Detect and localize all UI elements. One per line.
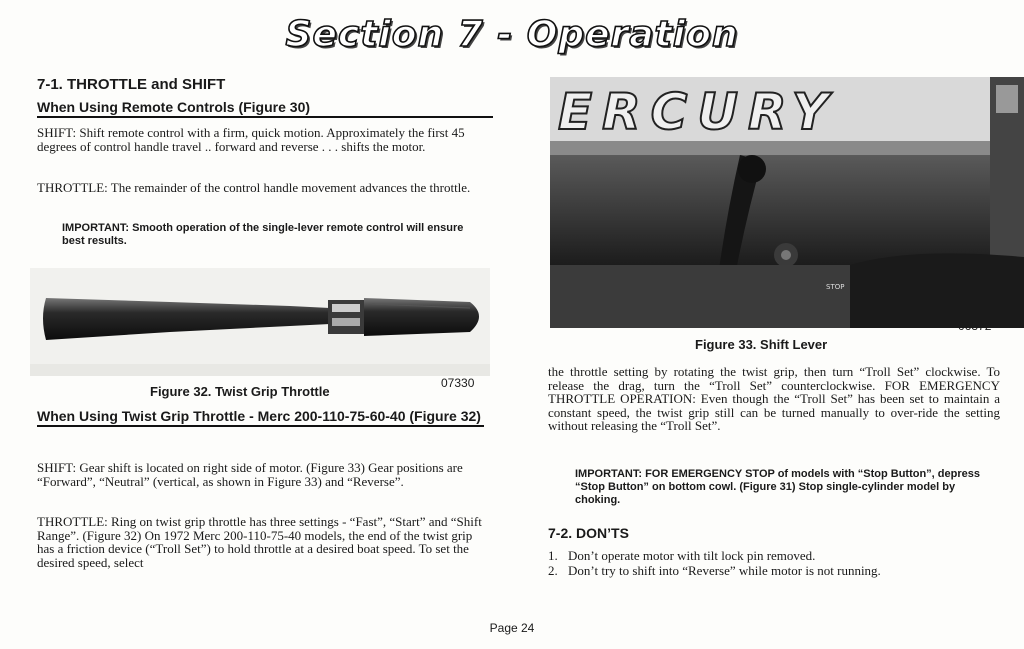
figure-33-number: 06372 (958, 319, 992, 333)
photo-stop-button-text: STOP (826, 283, 845, 291)
figure-33-caption: Figure 33. Shift Lever (695, 337, 828, 352)
list-item (548, 563, 881, 578)
donts-list (548, 548, 881, 578)
figure-32-caption: Figure 32. Twist Grip Throttle (150, 384, 330, 399)
list-item-text: Don’t try to shift into “Reverse” while motor is not running. (568, 563, 881, 578)
section-title: Section 7 - Operation (285, 14, 739, 55)
list-item-number: 2. (548, 563, 558, 578)
throttle-twist-paragraph: THROTTLE: Ring on twist grip throttle has three settings - “Fast”, “Start” and “Shift Range”. (Figure 32) On 1972 Merc 200-110-75-40 models, the end of the twist grip has a friction device (“Troll Set”) to hold throttle at a desired boat speed. To set the desired speed, select (37, 514, 482, 570)
shift-remote-paragraph: SHIFT: Shift remote control with a firm, quick motion. Approximately the first 45 degrees of control handle travel .. forward and reverse . . . shifts the motor. (37, 125, 465, 154)
twist-grip-throttle-photo (30, 268, 490, 376)
throttle-remote-paragraph: THROTTLE: The remainder of the control handle movement advances the throttle. (37, 180, 471, 195)
page-number: Page 24 (489, 621, 535, 635)
shift-lever-photo (550, 77, 1024, 328)
donts-heading: 7-2. DON’TS (548, 525, 629, 541)
subheading-remote-controls: When Using Remote Controls (Figure 30) (37, 99, 493, 118)
photo-brand-text: ERCURY (558, 83, 839, 141)
shift-twist-paragraph: SHIFT: Gear shift is located on right side of motor. (Figure 33) Gear positions are “Forward”, “Neutral” (vertical, as shown in Figure 33) and “Reverse”. (37, 460, 463, 489)
section-heading-throttle-shift: 7-1. THROTTLE and SHIFT (37, 76, 226, 93)
figure-32-number: 07330 (441, 376, 475, 390)
subheading-twist-grip: When Using Twist Grip Throttle - Merc 200-110-75-60-40 (Figure 32) (37, 408, 484, 427)
troll-set-continued-paragraph: the throttle setting by rotating the twist grip, then turn “Troll Set” clockwise. To release the drag, turn the “Troll Set” counterclockwise. FOR EMERGENCY THROTTLE OPERATION: Even though the “Troll Set” has been set to maintain a constant speed, the twist grip still can be turned manually to over-ride the setting without releasing the “Troll Set”. (548, 364, 1000, 433)
list-item-number: 1. (548, 548, 558, 563)
important-remote-note: IMPORTANT: Smooth operation of the single-lever remote control will ensure best results. (62, 222, 464, 247)
list-item (548, 548, 881, 563)
list-item-text: Don’t operate motor with tilt lock pin removed. (568, 548, 816, 563)
important-emergency-stop-note: IMPORTANT: FOR EMERGENCY STOP of models with “Stop Button”, depress “Stop Button” on bottom cowl. (Figure 31) Stop single-cylinder model by choking. (575, 468, 980, 506)
